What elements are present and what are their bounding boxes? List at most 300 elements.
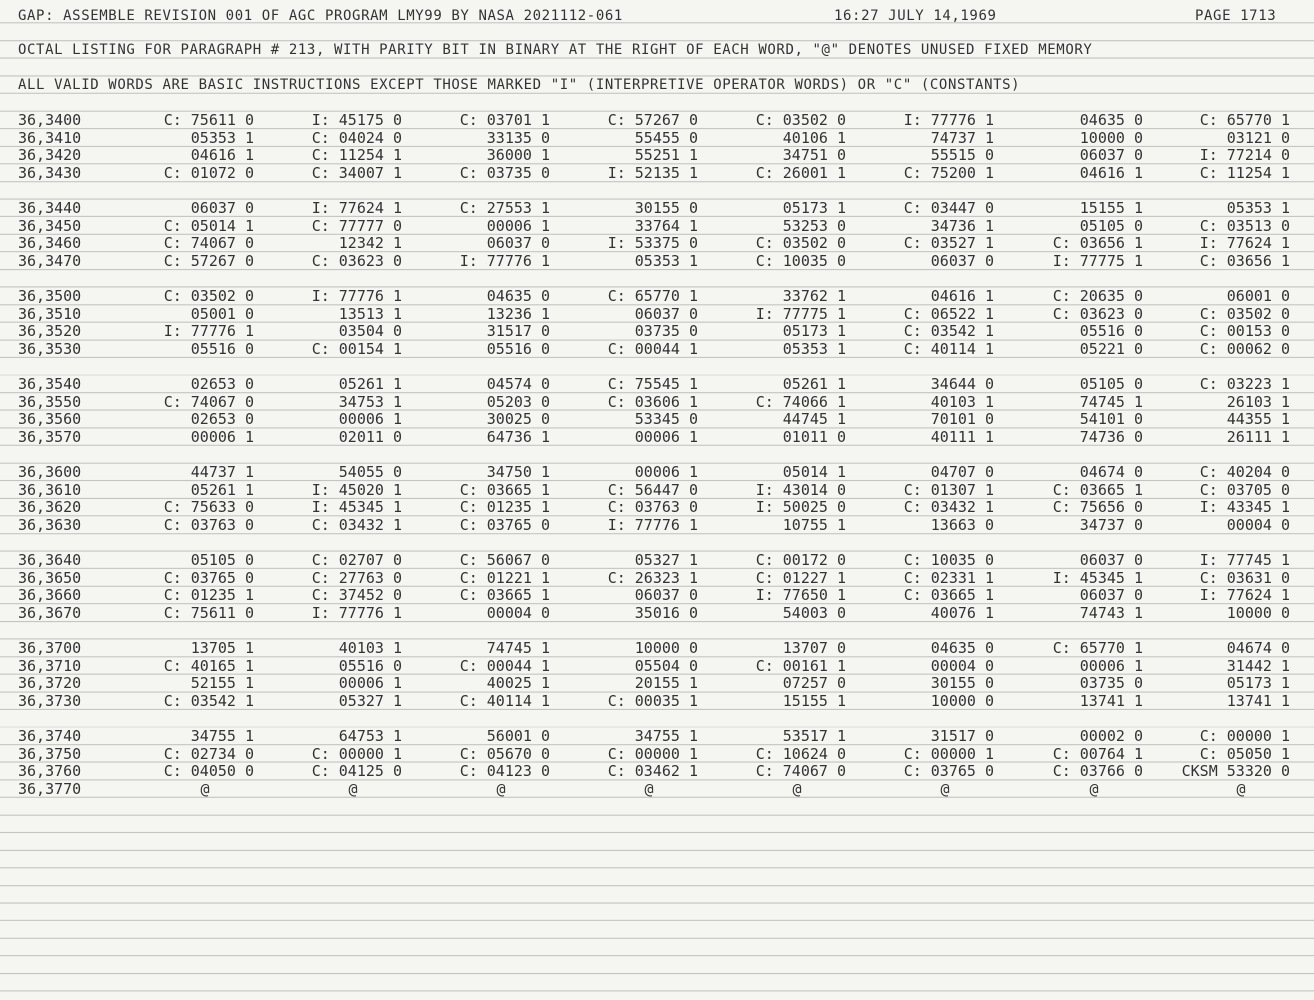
octal-word: C: 00000 1	[311, 744, 402, 763]
octal-word: 40106 1	[782, 128, 846, 147]
octal-word: 13236 1	[486, 304, 550, 323]
octal-word: 13513 1	[338, 304, 402, 323]
octal-word: 05516 0	[338, 656, 402, 675]
octal-word: 13741 1	[1226, 691, 1290, 710]
octal-word: C: 74066 1	[755, 392, 846, 411]
octal-word: 05353 1	[782, 339, 846, 358]
octal-word: I: 77776 1	[459, 251, 550, 270]
octal-word: 10000 0	[1226, 603, 1290, 622]
octal-word: 05001 0	[190, 304, 254, 323]
unused-word-marker: @	[1236, 779, 1246, 798]
row-address: 36,3570	[18, 427, 82, 446]
octal-word: 00006 1	[1079, 656, 1143, 675]
octal-word: 10000 0	[1079, 128, 1143, 147]
octal-word: 15155 1	[782, 691, 846, 710]
octal-word: 05353 1	[1226, 199, 1290, 217]
octal-word: C: 03765 0	[903, 762, 994, 781]
listing-row	[0, 306, 1314, 323]
row-address: 36,3620	[18, 498, 82, 517]
octal-word: 05516 0	[190, 339, 254, 358]
octal-word: 40103 1	[338, 639, 402, 657]
row-address: 36,3730	[18, 691, 82, 710]
octal-word: 06037 0	[1079, 146, 1143, 165]
octal-word: 10000 0	[634, 639, 698, 657]
listing-row	[0, 112, 1314, 129]
octal-word: 30155 0	[930, 674, 994, 693]
octal-word: C: 03623 0	[1052, 304, 1143, 323]
listing-row	[0, 746, 1314, 763]
octal-word: I: 77776 1	[311, 603, 402, 622]
octal-word: I: 53375 0	[607, 234, 698, 253]
header-line-2	[0, 40, 1314, 60]
octal-word: 33762 1	[782, 287, 846, 305]
octal-word: C: 00062 0	[1199, 339, 1290, 358]
octal-word: 34751 0	[782, 146, 846, 165]
octal-word: C: 06522 1	[903, 304, 994, 323]
listing-row	[0, 499, 1314, 516]
octal-word: 56001 0	[486, 727, 550, 745]
row-address: 36,3720	[18, 674, 82, 693]
octal-word: C: 05014 1	[163, 216, 254, 235]
octal-word: 04635 0	[486, 287, 550, 305]
octal-word: 20155 1	[634, 674, 698, 693]
row-address: 36,3740	[18, 727, 82, 745]
octal-word: 00006 1	[634, 463, 698, 481]
octal-word: C: 03432 1	[903, 498, 994, 517]
octal-word: C: 00764 1	[1052, 744, 1143, 763]
octal-word: 54003 0	[782, 603, 846, 622]
octal-word: 05504 0	[634, 656, 698, 675]
listing-row	[0, 130, 1314, 147]
octal-word: C: 10624 0	[755, 744, 846, 763]
octal-word: 13707 0	[782, 639, 846, 657]
octal-word: C: 00035 1	[607, 691, 698, 710]
octal-word: 34755 1	[190, 727, 254, 745]
octal-word: C: 20635 0	[1052, 287, 1143, 305]
octal-word: C: 11254 1	[311, 146, 402, 165]
row-address: 36,3660	[18, 586, 82, 605]
octal-word: 02653 0	[190, 375, 254, 393]
octal-word: 05173 1	[1226, 674, 1290, 693]
row-address: 36,3410	[18, 128, 82, 147]
octal-word: 10755 1	[782, 515, 846, 534]
octal-word: C: 03223 1	[1199, 375, 1290, 393]
octal-word: 00006 1	[338, 410, 402, 429]
octal-word: I: 45345 1	[311, 498, 402, 517]
octal-word: C: 02734 0	[163, 744, 254, 763]
octal-word: 03735 0	[1079, 674, 1143, 693]
octal-word: I: 77776 1	[311, 287, 402, 305]
octal-word: 05173 1	[782, 199, 846, 217]
octal-word: 05353 1	[190, 128, 254, 147]
octal-word: C: 10035 0	[755, 251, 846, 270]
octal-word: C: 04024 0	[311, 128, 402, 147]
octal-word: 05327 1	[338, 691, 402, 710]
listing-row	[0, 693, 1314, 710]
octal-word: I: 52135 1	[607, 163, 698, 182]
octal-word: C: 03527 1	[903, 234, 994, 253]
octal-word: C: 00153 0	[1199, 322, 1290, 341]
listing-row	[0, 517, 1314, 534]
octal-word: 53517 1	[782, 727, 846, 745]
octal-word: C: 05670 0	[459, 744, 550, 763]
octal-word: C: 03665 1	[459, 480, 550, 499]
listing-row	[0, 587, 1314, 604]
octal-word: 31517 0	[930, 727, 994, 745]
octal-word: C: 03502 0	[755, 111, 846, 129]
octal-word: I: 77624 1	[1199, 586, 1290, 605]
octal-word: 13663 0	[930, 515, 994, 534]
listing-row	[0, 605, 1314, 622]
octal-word: 06037 0	[1079, 586, 1143, 605]
row-address: 36,3750	[18, 744, 82, 763]
listing-row	[0, 218, 1314, 235]
unused-word-marker: @	[940, 779, 950, 798]
octal-word: 03735 0	[634, 322, 698, 341]
octal-word: 01011 0	[782, 427, 846, 446]
octal-word: 74745 1	[486, 639, 550, 657]
row-address: 36,3400	[18, 111, 82, 129]
row-address: 36,3610	[18, 480, 82, 499]
octal-word: 04674 0	[1079, 463, 1143, 481]
octal-word: C: 03502 0	[163, 287, 254, 305]
octal-word: C: 03502 0	[755, 234, 846, 253]
listing-row	[0, 147, 1314, 164]
octal-word: C: 74067 0	[755, 762, 846, 781]
octal-word: 30155 0	[634, 199, 698, 217]
octal-word: 06037 0	[634, 304, 698, 323]
unused-word-marker: @	[200, 779, 210, 798]
octal-word: 06037 0	[634, 586, 698, 605]
row-address: 36,3700	[18, 639, 82, 657]
octal-word: 05353 1	[634, 251, 698, 270]
octal-word: 04635 0	[1079, 111, 1143, 129]
octal-word: C: 77777 0	[311, 216, 402, 235]
octal-word: 07257 0	[782, 674, 846, 693]
octal-word: C: 57267 0	[607, 111, 698, 129]
octal-word: 04616 1	[1079, 163, 1143, 182]
row-address: 36,3640	[18, 551, 82, 569]
octal-word: C: 03765 0	[459, 515, 550, 534]
octal-word: 35016 0	[634, 603, 698, 622]
octal-word: C: 03502 0	[1199, 304, 1290, 323]
octal-word: C: 03665 1	[903, 586, 994, 605]
octal-word: 40025 1	[486, 674, 550, 693]
octal-word: 34737 0	[1079, 515, 1143, 534]
octal-word: C: 03766 0	[1052, 762, 1143, 781]
unused-word-marker: @	[496, 779, 506, 798]
octal-word: C: 34007 1	[311, 163, 402, 182]
octal-word: 05105 0	[190, 551, 254, 569]
header-page-number: PAGE 1713	[1195, 8, 1277, 24]
octal-word: 31517 0	[486, 322, 550, 341]
header-line-1	[0, 6, 1314, 26]
header-timestamp: 16:27 JULY 14,1969	[834, 8, 997, 24]
row-address: 36,3420	[18, 146, 82, 165]
octal-word: C: 75611 0	[163, 111, 254, 129]
listing-row	[0, 323, 1314, 340]
octal-word: 05105 0	[1079, 375, 1143, 393]
octal-word: C: 02707 0	[311, 551, 402, 569]
octal-word: C: 27763 0	[311, 568, 402, 587]
octal-word: 34755 1	[634, 727, 698, 745]
octal-word: 00002 0	[1079, 727, 1143, 745]
octal-word: 02011 0	[338, 427, 402, 446]
octal-word: 00006 1	[486, 216, 550, 235]
octal-word: 05327 1	[634, 551, 698, 569]
listing-row	[0, 658, 1314, 675]
octal-word: C: 00154 1	[311, 339, 402, 358]
octal-word: C: 56067 0	[459, 551, 550, 569]
octal-word: C: 03606 1	[607, 392, 698, 411]
octal-word: C: 03763 0	[607, 498, 698, 517]
octal-word: I: 77775 1	[755, 304, 846, 323]
octal-word: 05261 1	[782, 375, 846, 393]
octal-word: 40111 1	[930, 427, 994, 446]
octal-word: I: 43014 0	[755, 480, 846, 499]
listing-row	[0, 200, 1314, 217]
listing-row	[0, 570, 1314, 587]
listing-row	[0, 728, 1314, 745]
octal-word: 02653 0	[190, 410, 254, 429]
octal-word: C: 01227 1	[755, 568, 846, 587]
listing-row	[0, 341, 1314, 358]
octal-word: C: 74067 0	[163, 234, 254, 253]
octal-word: C: 01235 1	[459, 498, 550, 517]
octal-word: 05516 0	[486, 339, 550, 358]
octal-word: 00004 0	[486, 603, 550, 622]
octal-word: 00004 0	[1226, 515, 1290, 534]
octal-word: 06037 0	[1079, 551, 1143, 569]
octal-word: 26111 1	[1226, 427, 1290, 446]
octal-word: 04674 0	[1226, 639, 1290, 657]
octal-word: I: 45345 1	[1052, 568, 1143, 587]
row-address: 36,3710	[18, 656, 82, 675]
octal-word: 55251 1	[634, 146, 698, 165]
octal-word: C: 00000 1	[607, 744, 698, 763]
octal-word: C: 00000 1	[1199, 727, 1290, 745]
octal-word: 34644 0	[930, 375, 994, 393]
octal-word: C: 37452 0	[311, 586, 402, 605]
octal-word: C: 03462 1	[607, 762, 698, 781]
octal-word: 06037 0	[190, 199, 254, 217]
octal-word: 44355 1	[1226, 410, 1290, 429]
octal-word: C: 75633 0	[163, 498, 254, 517]
octal-word: C: 00161 1	[755, 656, 846, 675]
octal-word: 31442 1	[1226, 656, 1290, 675]
octal-word: I: 77776 1	[903, 111, 994, 129]
octal-word: 15155 1	[1079, 199, 1143, 217]
octal-word: C: 03513 0	[1199, 216, 1290, 235]
octal-word: 44737 1	[190, 463, 254, 481]
row-address: 36,3440	[18, 199, 82, 217]
listing-row	[0, 394, 1314, 411]
octal-word: I: 77214 0	[1199, 146, 1290, 165]
octal-word: I: 77624 1	[311, 199, 402, 217]
octal-word: 03504 0	[338, 322, 402, 341]
octal-word: 74745 1	[1079, 392, 1143, 411]
octal-word: C: 03763 0	[163, 515, 254, 534]
octal-word: C: 26001 1	[755, 163, 846, 182]
octal-word: 06037 0	[930, 251, 994, 270]
octal-word: 64736 1	[486, 427, 550, 446]
row-address: 36,3470	[18, 251, 82, 270]
octal-word: 12342 1	[338, 234, 402, 253]
octal-word: 05516 0	[1079, 322, 1143, 341]
octal-word: 05221 0	[1079, 339, 1143, 358]
octal-word: 54101 0	[1079, 410, 1143, 429]
octal-word: 55455 0	[634, 128, 698, 147]
octal-word: 05261 1	[338, 375, 402, 393]
octal-word: C: 74067 0	[163, 392, 254, 411]
row-address: 36,3770	[18, 779, 82, 798]
octal-word: 44745 1	[782, 410, 846, 429]
octal-word: C: 03447 0	[903, 199, 994, 217]
row-address: 36,3510	[18, 304, 82, 323]
octal-word: C: 03631 0	[1199, 568, 1290, 587]
octal-word: 53253 0	[782, 216, 846, 235]
listing-row	[0, 429, 1314, 446]
octal-word: 00006 1	[338, 674, 402, 693]
listing-row	[0, 165, 1314, 182]
octal-word: 00006 1	[190, 427, 254, 446]
row-address: 36,3540	[18, 375, 82, 393]
octal-word: 30025 0	[486, 410, 550, 429]
octal-word: C: 00172 0	[755, 551, 846, 569]
row-address: 36,3430	[18, 163, 82, 182]
octal-word: 33764 1	[634, 216, 698, 235]
octal-word: C: 03665 1	[1052, 480, 1143, 499]
header-listing-description: OCTAL LISTING FOR PARAGRAPH # 213, WITH PARITY BIT IN BINARY AT THE RIGHT OF EACH WORD, "@" DENOTES UNUSED FIXED MEMORY	[18, 42, 1093, 58]
row-address: 36,3650	[18, 568, 82, 587]
row-address: 36,3450	[18, 216, 82, 235]
row-address: 36,3500	[18, 287, 82, 305]
octal-word: 04616 1	[190, 146, 254, 165]
octal-word: 03121 0	[1226, 128, 1290, 147]
octal-word: 70101 0	[930, 410, 994, 429]
octal-word: 74737 1	[930, 128, 994, 147]
row-address: 36,3600	[18, 463, 82, 481]
listing-row	[0, 482, 1314, 499]
octal-word: C: 11254 1	[1199, 163, 1290, 182]
octal-word: C: 01235 1	[163, 586, 254, 605]
octal-word: C: 00044 1	[459, 656, 550, 675]
octal-word: I: 50025 0	[755, 498, 846, 517]
octal-word: C: 03665 1	[459, 586, 550, 605]
octal-word: C: 56447 0	[607, 480, 698, 499]
octal-word: 40103 1	[930, 392, 994, 411]
octal-word: 52155 1	[190, 674, 254, 693]
octal-word: 26103 1	[1226, 392, 1290, 411]
octal-word: I: 45020 1	[311, 480, 402, 499]
octal-word: 04616 1	[930, 287, 994, 305]
listing-row	[0, 235, 1314, 252]
octal-word: 06037 0	[486, 234, 550, 253]
listing-row-unused	[0, 781, 1314, 798]
octal-word: I: 77745 1	[1199, 551, 1290, 569]
row-address: 36,3560	[18, 410, 82, 429]
octal-word: 00006 1	[634, 427, 698, 446]
octal-word: C: 65770 1	[1199, 111, 1290, 129]
octal-word: 34736 1	[930, 216, 994, 235]
octal-word: 10000 0	[930, 691, 994, 710]
octal-word: I: 77775 1	[1052, 251, 1143, 270]
octal-word: 04635 0	[930, 639, 994, 657]
row-address: 36,3760	[18, 762, 82, 781]
row-address: 36,3670	[18, 603, 82, 622]
octal-word: C: 00000 1	[903, 744, 994, 763]
listing-row	[0, 763, 1314, 780]
octal-word: C: 40114 1	[459, 691, 550, 710]
octal-word: I: 77776 1	[163, 322, 254, 341]
octal-word: C: 40114 1	[903, 339, 994, 358]
octal-word: 06001 0	[1226, 287, 1290, 305]
octal-word: I: 77776 1	[607, 515, 698, 534]
octal-word: 04707 0	[930, 463, 994, 481]
octal-word: C: 26323 1	[607, 568, 698, 587]
octal-word: C: 03705 0	[1199, 480, 1290, 499]
octal-word: C: 40165 1	[163, 656, 254, 675]
octal-word: C: 27553 1	[459, 199, 550, 217]
octal-word: C: 75545 1	[607, 375, 698, 393]
octal-word: C: 03542 1	[903, 322, 994, 341]
octal-word: 13705 1	[190, 639, 254, 657]
octal-word: 00004 0	[930, 656, 994, 675]
octal-word: C: 03623 0	[311, 251, 402, 270]
octal-word: C: 04125 0	[311, 762, 402, 781]
octal-word: I: 77650 1	[755, 586, 846, 605]
octal-word: C: 01221 1	[459, 568, 550, 587]
octal-word: 05105 0	[1079, 216, 1143, 235]
octal-word: C: 03656 1	[1052, 234, 1143, 253]
octal-word: I: 77624 1	[1199, 234, 1290, 253]
octal-word: C: 75200 1	[903, 163, 994, 182]
octal-word: 36000 1	[486, 146, 550, 165]
octal-word: 53345 0	[634, 410, 698, 429]
octal-word: 54055 0	[338, 463, 402, 481]
octal-word: 05173 1	[782, 322, 846, 341]
octal-word: C: 02331 1	[903, 568, 994, 587]
listing-row	[0, 376, 1314, 393]
octal-word: C: 03542 1	[163, 691, 254, 710]
octal-word: C: 05050 1	[1199, 744, 1290, 763]
listing-row	[0, 288, 1314, 305]
octal-word: C: 75611 0	[163, 603, 254, 622]
octal-word: 74736 0	[1079, 427, 1143, 446]
octal-word: C: 03735 0	[459, 163, 550, 182]
row-address: 36,3530	[18, 339, 82, 358]
octal-word: C: 01072 0	[163, 163, 254, 182]
octal-word: C: 04050 0	[163, 762, 254, 781]
octal-word: C: 04123 0	[459, 762, 550, 781]
octal-word: 34750 1	[486, 463, 550, 481]
octal-word: C: 65770 1	[607, 287, 698, 305]
row-address: 36,3520	[18, 322, 82, 341]
octal-word: C: 75656 0	[1052, 498, 1143, 517]
octal-word: C: 03765 0	[163, 568, 254, 587]
listing-row	[0, 552, 1314, 569]
listing-row	[0, 640, 1314, 657]
octal-word: C: 00044 1	[607, 339, 698, 358]
octal-word: 74743 1	[1079, 603, 1143, 622]
listing-row	[0, 675, 1314, 692]
unused-word-marker: @	[792, 779, 802, 798]
octal-word: C: 40204 0	[1199, 463, 1290, 481]
octal-word: C: 03656 1	[1199, 251, 1290, 270]
header-valid-words-note: ALL VALID WORDS ARE BASIC INSTRUCTIONS EXCEPT THOSE MARKED "I" (INTERPRETIVE OPERATOR WORDS) OR "C" (CONSTANTS)	[18, 77, 1021, 93]
octal-word: 05203 0	[486, 392, 550, 411]
listing-row	[0, 411, 1314, 428]
